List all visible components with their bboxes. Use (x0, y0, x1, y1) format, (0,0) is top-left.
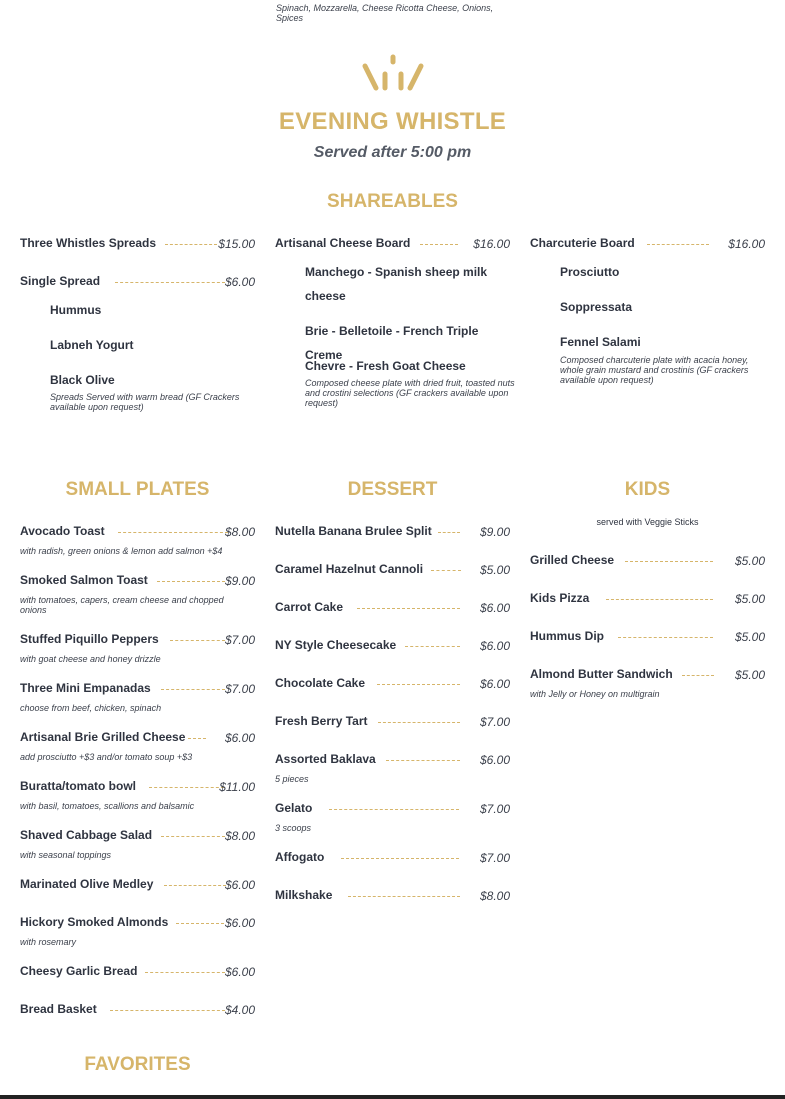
spread-option: Labneh Yogurt (50, 338, 134, 352)
item-name: Three Whistles Spreads (20, 236, 157, 250)
item-name: Marinated Olive Medley (20, 877, 154, 891)
charcuterie-option: Prosciutto (560, 265, 620, 279)
menu-subtitle: Served after 5:00 pm (313, 144, 472, 161)
menu-item (530, 667, 765, 685)
shareables-heading: SHAREABLES (327, 191, 458, 212)
bottom-rule (0, 1095, 785, 1099)
item-name: Caramel Hazelnut Cannoli (275, 562, 424, 576)
item-price: $6.00 (224, 878, 255, 892)
item-price: $6.00 (224, 916, 255, 930)
menu-item (20, 779, 255, 797)
item-description: with basil, tomatoes, scallions and balsamic (20, 801, 195, 811)
menu-item (275, 752, 510, 770)
item-name: Single Spread (20, 274, 101, 288)
menu-item (275, 236, 510, 254)
menu-item (20, 964, 255, 982)
item-name: Three Mini Empanadas (20, 681, 151, 695)
item-name: Nutella Banana Brulee Split (275, 524, 432, 538)
item-description: with tomatoes, capers, cream cheese and chopped onions (20, 595, 224, 615)
item-name: Assorted Baklava (275, 752, 376, 766)
item-name: Bread Basket (20, 1002, 97, 1016)
menu-item (530, 629, 765, 647)
item-price: $5.00 (734, 668, 765, 682)
menu-item (275, 562, 510, 580)
menu-item (20, 632, 255, 650)
item-name: Avocado Toast (20, 524, 105, 538)
item-price: $8.00 (224, 525, 255, 539)
item-price: $7.00 (479, 715, 510, 729)
menu-item (530, 236, 765, 254)
item-price: $16.00 (728, 237, 765, 251)
menu-item (20, 1002, 255, 1020)
cheese-option: Manchego - Spanish sheep milk cheese (305, 265, 488, 303)
menu-item (20, 877, 255, 895)
menu-item (275, 524, 510, 542)
item-name: Almond Butter Sandwich (530, 667, 673, 681)
item-name: Buratta/tomato bowl (20, 779, 136, 793)
item-description: with Jelly or Honey on multigrain (530, 689, 660, 699)
item-name: Affogato (275, 850, 325, 864)
menu-item (20, 730, 255, 748)
item-description: with radish, green onions & lemon add salmon +$4 (20, 546, 223, 556)
item-name: Smoked Salmon Toast (20, 573, 148, 587)
spread-option: Hummus (50, 303, 102, 317)
favorites-heading: FAVORITES (84, 1054, 191, 1075)
menu-item (275, 676, 510, 694)
item-price: $7.00 (224, 633, 255, 647)
cheese-option: Chevre - Fresh Goat Cheese (305, 359, 466, 373)
item-price: $9.00 (224, 574, 255, 588)
item-name: Fresh Berry Tart (275, 714, 368, 728)
item-name: Artisanal Brie Grilled Cheese (20, 730, 186, 744)
item-price: $15.00 (218, 237, 255, 251)
menu-item (20, 274, 255, 292)
item-description: Composed charcuterie plate with acacia honey, whole grain mustard and crostinis (GF crackers available upon request) (560, 355, 749, 385)
top-note: Spinach, Mozzarella, Cheese Ricotta Cheese, Onions, Spices (276, 3, 494, 23)
item-price: $5.00 (734, 592, 765, 606)
small-plates-heading: SMALL PLATES (65, 479, 210, 500)
item-price: $4.00 (224, 1003, 255, 1017)
item-name: Cheesy Garlic Bread (20, 964, 138, 978)
item-description: 3 scoops (275, 823, 312, 833)
menu-item (20, 524, 255, 542)
kids-heading: KIDS (624, 479, 671, 500)
item-description: with goat cheese and honey drizzle (20, 654, 161, 664)
menu-item (20, 915, 255, 933)
item-description: Spreads Served with warm bread (GF Crackers available upon request) (50, 392, 240, 412)
kids-note: served with Veggie Sticks (596, 517, 699, 527)
item-price: $8.00 (479, 889, 510, 903)
item-price: $6.00 (224, 965, 255, 979)
menu-item (530, 591, 765, 609)
item-name: NY Style Cheesecake (275, 638, 397, 652)
menu-item (20, 828, 255, 846)
item-name: Kids Pizza (530, 591, 590, 605)
menu-item (275, 850, 510, 868)
menu-item (275, 638, 510, 656)
item-description: 5 pieces (275, 774, 309, 784)
charcuterie-option: Soppressata (560, 300, 633, 314)
item-name: Artisanal Cheese Board (275, 236, 411, 250)
item-description: choose from beef, chicken, spinach (20, 703, 162, 713)
item-name: Hummus Dip (530, 629, 605, 643)
item-name: Stuffed Piquillo Peppers (20, 632, 159, 646)
item-description: add prosciutto +$3 and/or tomato soup +$3 (20, 752, 193, 762)
menu-item (275, 801, 510, 819)
item-name: Carrot Cake (275, 600, 344, 614)
item-price: $6.00 (479, 639, 510, 653)
menu-item (530, 553, 765, 571)
item-price: $6.00 (479, 753, 510, 767)
item-price: $8.00 (224, 829, 255, 843)
item-price: $6.00 (224, 275, 255, 289)
item-price: $16.00 (473, 237, 510, 251)
item-price: $5.00 (734, 630, 765, 644)
item-price: $6.00 (479, 601, 510, 615)
item-price: $7.00 (224, 682, 255, 696)
item-name: Milkshake (275, 888, 333, 902)
item-name: Gelato (275, 801, 313, 815)
item-price: $5.00 (479, 563, 510, 577)
menu-item (20, 236, 255, 254)
item-description: with seasonal toppings (20, 850, 112, 860)
menu-item (275, 714, 510, 732)
menu-item (275, 600, 510, 618)
item-name: Shaved Cabbage Salad (20, 828, 153, 842)
item-price: $9.00 (479, 525, 510, 539)
item-price: $5.00 (734, 554, 765, 568)
whistle-rays-icon (362, 54, 424, 92)
item-price: $6.00 (224, 731, 255, 745)
dessert-heading: DESSERT (347, 479, 438, 500)
item-price: $11.00 (219, 780, 255, 794)
item-name: Hickory Smoked Almonds (20, 915, 169, 929)
menu-item (275, 888, 510, 906)
item-price: $7.00 (479, 851, 510, 865)
menu-item (20, 681, 255, 699)
item-price: $6.00 (479, 677, 510, 691)
item-price: $7.00 (479, 802, 510, 816)
item-name: Charcuterie Board (530, 236, 635, 250)
menu-title: EVENING WHISTLE (278, 108, 507, 135)
item-description: with rosemary (20, 937, 77, 947)
item-name: Chocolate Cake (275, 676, 366, 690)
item-description: Composed cheese plate with dried fruit, toasted nuts and crostini selections (GF crackers available upon request) (305, 378, 515, 408)
item-name: Grilled Cheese (530, 553, 615, 567)
spread-option: Black Olive (50, 373, 115, 387)
menu-item (20, 573, 255, 591)
cheese-option: Brie - Belletoile - French Triple Creme (305, 324, 479, 362)
charcuterie-option: Fennel Salami (560, 335, 641, 349)
